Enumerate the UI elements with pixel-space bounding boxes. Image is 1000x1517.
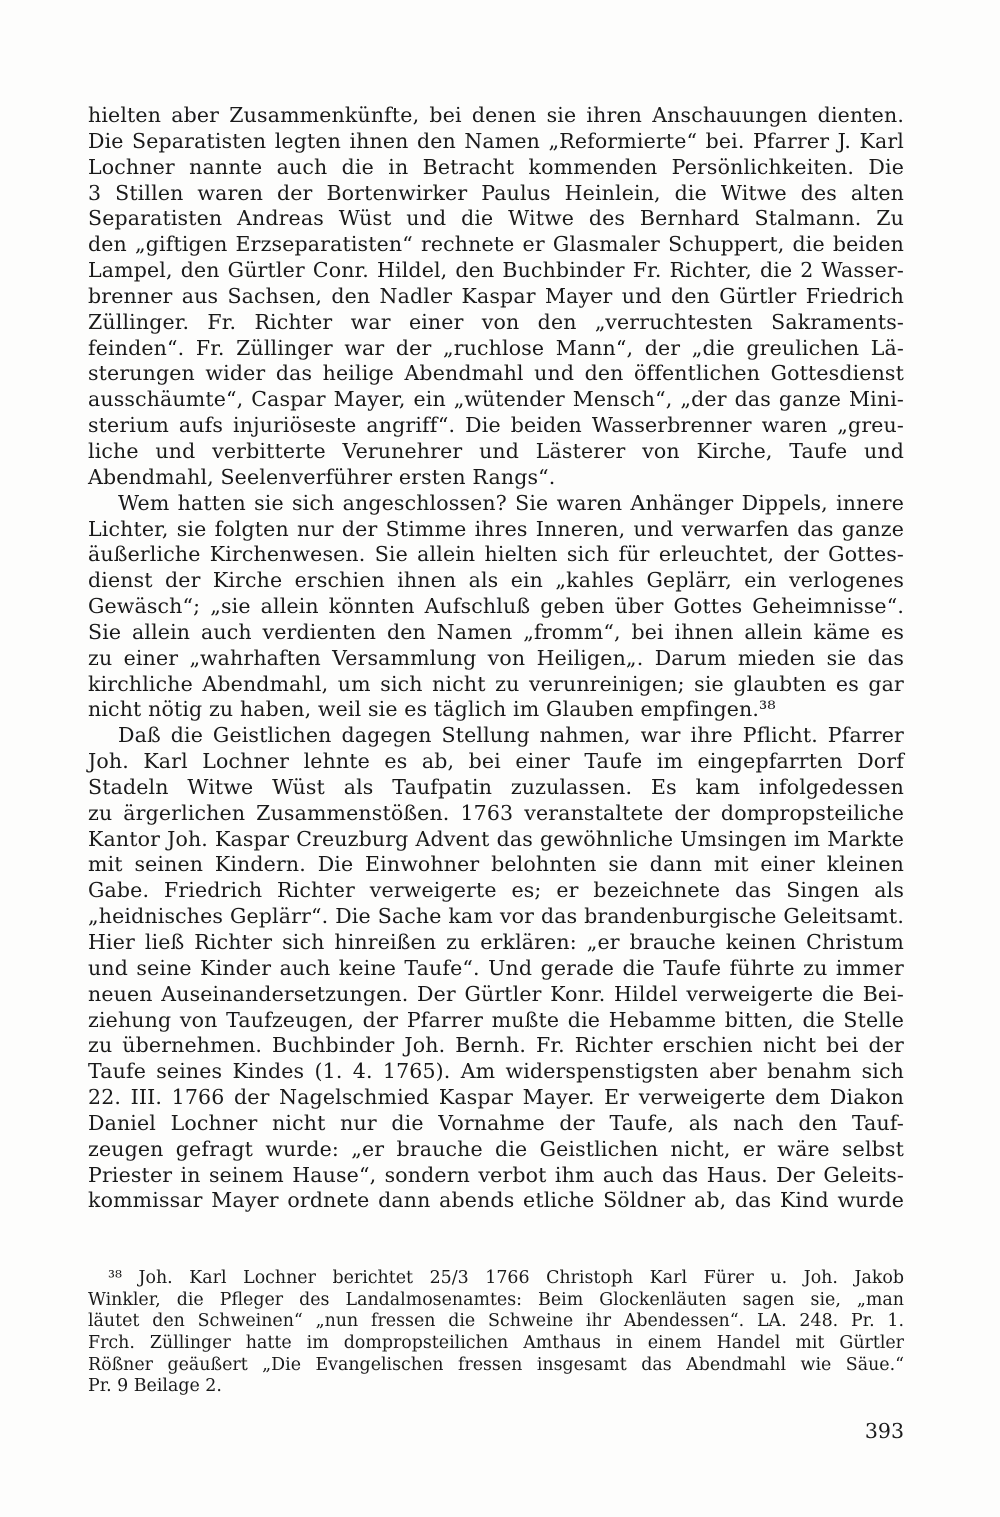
- text-line: Lampel, den Gürtler Conr. Hildel, den Buchbinder Fr. Richter, die 2 Wasser-: [88, 258, 904, 283]
- text-line: Lichter, sie folgten nur der Stimme ihres Inneren, und verwarfen das ganze: [88, 516, 904, 541]
- text-line: 3 Stillen waren der Bortenwirker Paulus Heinlein, die Witwe des alten: [88, 180, 904, 205]
- text-line: kirchliche Abendmahl, um sich nicht zu verunreinigen; sie glaubten es gar: [88, 671, 904, 696]
- footnote-line: ³⁸ Joh. Karl Lochner berichtet 25/3 1766 Christoph Karl Fürer u. Joh. Jakob: [108, 1268, 904, 1288]
- text-line: Joh. Karl Lochner lehnte es ab, bei einer Taufe im eingepfarrten Dorf: [88, 749, 904, 774]
- text-line: dienst der Kirche erschien ihnen als ein „kahles Geplärr, ein verlogenes: [88, 568, 904, 593]
- text-line: Lochner nannte auch die in Betracht kommenden Persönlichkeiten. Die: [88, 154, 904, 179]
- text-line: ziehung von Taufzeugen, der Pfarrer mußte die Hebamme bitten, die Stelle: [88, 1007, 904, 1032]
- text-line: Kantor Joh. Kaspar Creuzburg Advent das gewöhnliche Umsingen im Markte: [88, 826, 904, 851]
- text-line: nicht nötig zu haben, weil sie es täglich im Glauben empfingen.³⁸: [88, 697, 776, 722]
- text-line: äußerliche Kirchenwesen. Sie allein hielten sich für erleuchtet, der Gottes-: [88, 542, 904, 567]
- text-line: zeugen gefragt wurde: „er brauche die Geistlichen nicht, er wäre selbst: [88, 1136, 904, 1161]
- text-line: sterium aufs injuriöseste angriff“. Die beiden Wasserbrenner waren „greu-: [88, 413, 904, 438]
- text-line: brenner aus Sachsen, den Nadler Kaspar Mayer und den Gürtler Friedrich: [88, 283, 904, 308]
- text-line: Züllinger. Fr. Richter war einer von den „verruchtesten Sakraments-: [88, 309, 904, 334]
- text-line: neuen Auseinandersetzungen. Der Gürtler Konr. Hildel verweigerte die Bei-: [88, 981, 904, 1006]
- text-line: mit seinen Kindern. Die Einwohner belohnten sie dann mit einer kleinen: [88, 852, 904, 877]
- text-line: Priester in seinem Hause“, sondern verbot ihm auch das Haus. Der Geleits-: [88, 1162, 904, 1187]
- text-line: Daniel Lochner nicht nur die Vornahme der Taufe, als nach den Tauf-: [88, 1110, 904, 1135]
- text-line: „heidnisches Geplärr“. Die Sache kam vor das brandenburgische Geleitsamt.: [88, 904, 904, 929]
- footnote-line: Pr. 9 Beilage 2.: [88, 1376, 222, 1397]
- page-number: 393: [864, 1419, 904, 1443]
- text-line: Hier ließ Richter sich hinreißen zu erklären: „er brauche keinen Christum: [88, 930, 904, 954]
- footnote-block: [88, 1268, 904, 1398]
- text-line: 22. III. 1766 der Nagelschmied Kaspar Mayer. Er verweigerte dem Diakon: [88, 1085, 904, 1110]
- text-line: sterungen wider das heilige Abendmahl und den öffentlichen Gottesdienst: [88, 361, 904, 386]
- text-line: Abendmahl, Seelenverführer ersten Rangs“.: [88, 464, 556, 489]
- main-text: [88, 103, 904, 1214]
- text-line: Gabe. Friedrich Richter verweigerte es; er bezeichnete das Singen als: [88, 878, 904, 903]
- text-line: Taufe seines Kindes (1. 4. 1765). Am widerspenstigsten aber benahm sich: [88, 1059, 904, 1084]
- text-line: kommissar Mayer ordnete dann abends etliche Söldner ab, das Kind wurde: [88, 1188, 904, 1213]
- footnote-line: Winkler, die Pfleger des Landalmosenamtes: Beim Glockenläuten sagen sie, „man: [88, 1289, 904, 1310]
- footnote-line: Rößner geäußert „Die Evangelischen fressen insgesamt das Abendmahl wie Säue.“: [88, 1354, 904, 1375]
- text-line: feinden“. Fr. Züllinger war der „ruchlose Mann“, der „die greulichen Lä-: [88, 335, 904, 360]
- text-line: Wem hatten sie sich angeschlossen? Sie waren Anhänger Dippels, innere: [118, 490, 904, 515]
- text-line: Separatisten Andreas Wüst und die Witwe des Bernhard Stalmann. Zu: [88, 206, 904, 231]
- text-line: Daß die Geistlichen dagegen Stellung nahmen, war ihre Pflicht. Pfarrer: [118, 723, 904, 748]
- footnote-line: Frch. Züllinger hatte im dompropsteilichen Amthaus in einem Handel mit Gürtler: [88, 1333, 904, 1354]
- text-line: liche und verbitterte Verunehrer und Lästerer von Kirche, Taufe und: [88, 438, 904, 463]
- text-line: zu ärgerlichen Zusammenstößen. 1763 veranstaltete der dompropsteiliche: [88, 800, 904, 825]
- text-line: und seine Kinder auch keine Taufe“. Und gerade die Taufe führte zu immer: [88, 955, 904, 980]
- text-line: den „giftigen Erzseparatisten“ rechnete er Glasmaler Schuppert, die beiden: [88, 232, 904, 257]
- text-line: ausschäumte“, Caspar Mayer, ein „wütender Mensch“, „der das ganze Mini-: [88, 387, 904, 412]
- text-line: Stadeln Witwe Wüst als Taufpatin zuzulassen. Es kam infolgedessen: [88, 774, 904, 799]
- text-line: hielten aber Zusammenkünfte, bei denen sie ihren Anschauungen dienten.: [88, 103, 904, 127]
- text-line: Gewäsch“; „sie allein könnten Aufschluß geben über Gottes Geheimnisse“.: [88, 594, 904, 619]
- text-line: Sie allein auch verdienten den Namen „fromm“, bei ihnen allein käme es: [88, 619, 904, 644]
- footnote-line: läutet den Schweinen“ „nun fressen die Schweine ihr Abendessen“. LA. 248. Pr. 1.: [88, 1311, 904, 1332]
- text-line: zu einer „wahrhaften Versammlung von Heiligen„. Darum mieden sie das: [88, 645, 904, 670]
- text-line: zu übernehmen. Buchbinder Joh. Bernh. Fr. Richter erschien nicht bei der: [88, 1033, 904, 1058]
- text-line: Die Separatisten legten ihnen den Namen „Reformierte“ bei. Pfarrer J. Karl: [88, 128, 904, 153]
